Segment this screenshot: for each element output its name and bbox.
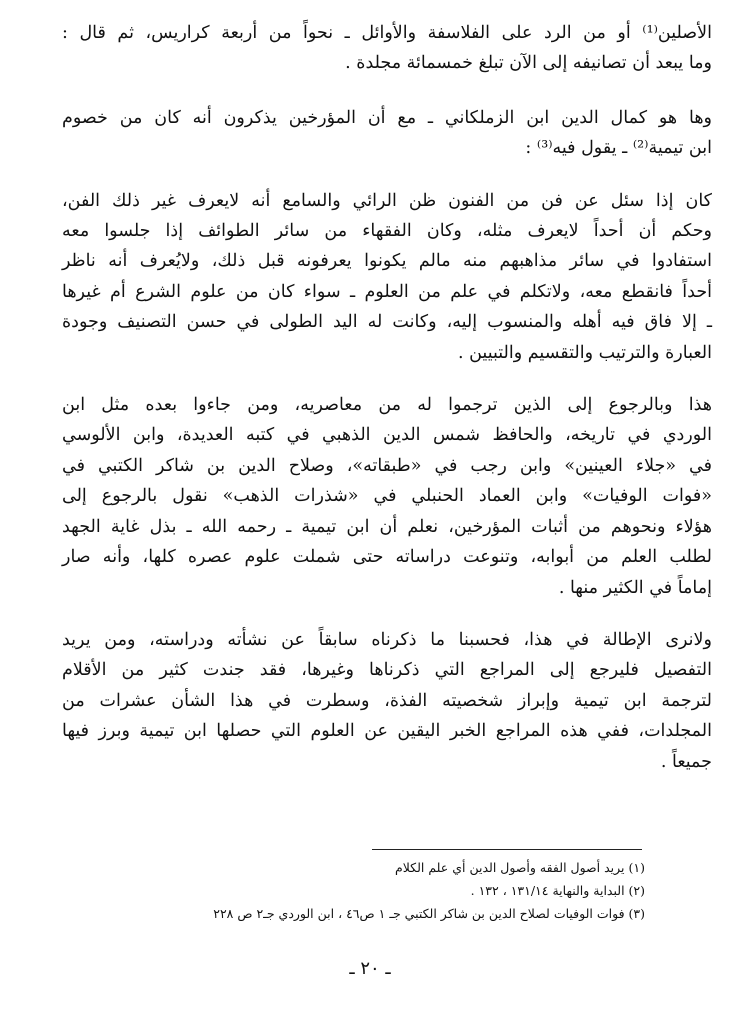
paragraph-line: لطلب العلم من أبوابه، وتنوعت دراساته حتى شملت علوم عصره كلها، وأنه صار: [62, 547, 712, 568]
document-page: [62, 18, 712, 777]
paragraph-2: [62, 103, 712, 164]
footnotes: [213, 856, 645, 925]
footnote-2: (٢) البداية والنهاية ١٣١/١٤ ، ١٣٢ .: [470, 883, 645, 898]
paragraph-line: في «جلاء العينين» وابن رجب في «طبقاته»، وصلاح الدين بن شاكر الكتبي في: [62, 455, 712, 476]
footnote-separator: [372, 849, 642, 850]
paragraph-line: هؤلاء ونحوهم من أثبات المؤرخين، نعلم أن ابن تيمية ـ رحمه الله ـ بذل غاية الجهد: [62, 516, 712, 537]
quotation-paragraph: [62, 186, 712, 368]
paragraph-line: وها هو كمال الدين ابن الزملكاني ـ مع أن المؤرخين يذكرون أنه كان من خصوم: [62, 107, 712, 128]
footnote-3: (٣) فوات الوفيات لصلاح الدين بن شاكر الكتبي جـ ١ ص٤٦ ، ابن الوردي جـ٢ ص ٢٢٨: [213, 906, 645, 921]
paragraph-4: [62, 390, 712, 603]
paragraph-line: استفادوا في سائر مذاهبهم منه مالم يكونوا يعرفونه قبل ذلك، ولايُعرف أنه ناظر: [62, 251, 712, 272]
paragraph-line: كان إذا سئل عن فن من الفنون ظن الرائي والسامع أنه لايعرف غير ذلك الفن،: [62, 190, 712, 211]
paragraph-line: الوردي في تاريخه، والحافظ شمس الدين الذهبي في كتبه العديدة، وابن الألوسي: [62, 425, 712, 446]
paragraph-5: [62, 625, 712, 777]
paragraph-line: أحداً فانقطع معه، ولاتكلم في علم من العلوم ـ سواء كان من علوم الشرع أم غيرها: [62, 281, 712, 302]
paragraph-line: هذا وبالرجوع إلى الذين ترجموا له من معاصريه، ومن جاءوا بعده مثل ابن: [62, 395, 712, 416]
paragraph-1: [62, 18, 712, 79]
paragraph-line: لترجمة ابن تيمية وإبراز شخصيته الفذة، وسطرت في هذا الشأن عشرات من: [62, 690, 712, 711]
paragraph-line: التفصيل فليرجع إلى المراجع التي ذكرناها وغيرها، فقد جندت كثير من الأقلام: [62, 660, 712, 681]
paragraph-line: المجلدات، ففي هذه المراجع الخبر اليقين عن العلوم التي حصلها ابن تيمية وبرز فيها: [62, 721, 712, 742]
paragraph-line: وما يبعد أن تصانيفه إلى الآن تبلغ خمسمائة مجلدة .: [345, 53, 712, 74]
paragraph-line: «فوات الوفيات» وابن العماد الحنبلي في «شذرات الذهب» نقول بالرجوع إلى: [62, 486, 712, 507]
paragraph-line: الأصلين⁽¹⁾ أو من الرد على الفلاسفة والأوائل ـ نحواً من أربعة كراريس، ثم قال :: [62, 23, 712, 43]
page-number: ـ ٢٠ ـ: [349, 958, 391, 979]
paragraph-line: وحكم أن أحداً لايعرف مثله، وكان الفقهاء من سائر الطوائف إذا جلسوا معه: [62, 221, 712, 242]
footnote-1: (١) يريد أصول الفقه وأصول الدين أي علم الكلام: [394, 860, 645, 875]
paragraph-line: إماماً في الكثير منها .: [558, 577, 712, 598]
paragraph-line: ـ إلا فاق فيه أهله والمنسوب إليه، وكانت له اليد الطولى في حسن التصنيف وجودة: [62, 312, 712, 333]
paragraph-line: جميعاً .: [660, 751, 712, 772]
paragraph-line: العبارة والترتيب والتقسيم والتبيين .: [457, 342, 712, 363]
paragraph-line: ابن تيمية⁽²⁾ ـ يقول فيه⁽³⁾ :: [525, 138, 712, 159]
paragraph-line: ولانرى الإطالة في هذا، فحسبنا ما ذكرناه سابقاً عن نشأته ودراسته، ومن يريد: [62, 629, 712, 650]
